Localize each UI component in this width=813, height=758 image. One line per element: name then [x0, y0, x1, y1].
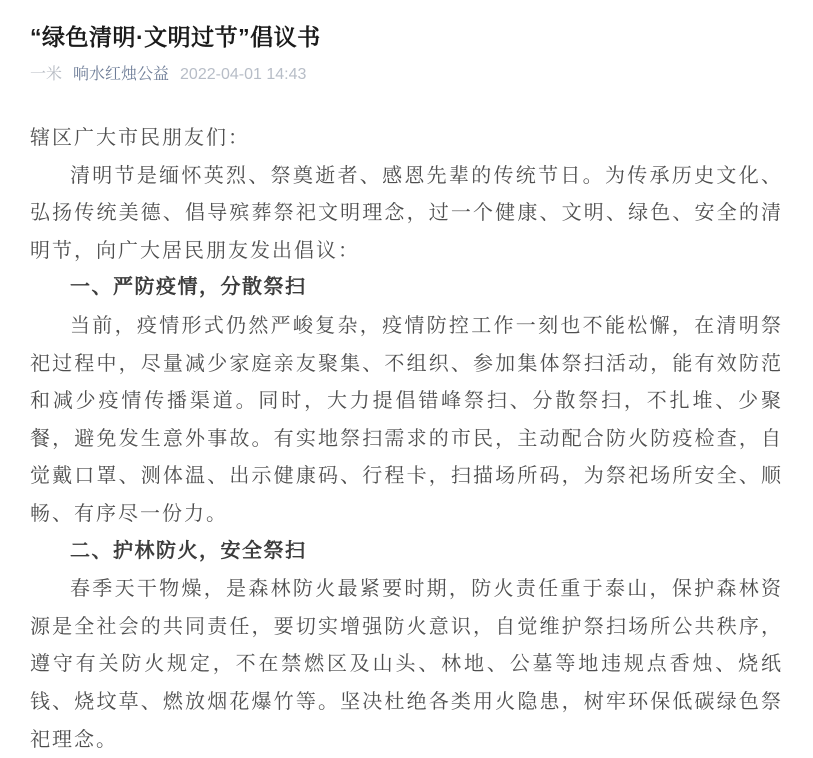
- article-paragraph: 当前，疫情形式仍然严峻复杂，疫情防控工作一刻也不能松懈，在清明祭祀过程中，尽量减少家庭亲友聚集、不组织、参加集体祭扫活动，能有效防范和减少疫情传播渠道。同时，大力提倡错峰祭扫、分散祭扫，不扎堆、少聚餐，避免发生意外事故。有实地祭扫需求的市民，主动配合防火防疫检查，自觉戴口罩、测体温、出示健康码、行程卡，扫描场所码，为祭祀场所安全、顺畅、有序尽一份力。: [30, 312, 783, 525]
- salutation: 辖区广大市民朋友们：: [30, 125, 250, 149]
- page-title: “绿色清明·文明过节”倡议书: [30, 24, 321, 50]
- account-name-link[interactable]: 响水红烛公益: [73, 66, 170, 83]
- section-heading: 一、严防疫情，分散祭扫: [70, 276, 307, 299]
- section-heading: 二、护林防火，安全祭扫: [70, 539, 307, 562]
- byline: [30, 65, 783, 85]
- author-name: 一米: [30, 66, 63, 83]
- article-paragraph: 清明节是缅怀英烈、祭奠逝者、感恩先辈的传统节日。为传承历史文化、弘扬传统美德、倡导殡葬祭祀文明理念，过一个健康、文明、绿色、安全的清明节，向广大居民朋友发出倡议：: [30, 162, 783, 262]
- article-paragraph: 春季天干物燥，是森林防火最紧要时期，防火责任重于泰山，保护森林资源是全社会的共同责任，要切实增强防火意识，自觉维护祭扫场所公共秩序，遵守有关防火规定，不在禁燃区及山头、林地、公墓等地违规点香烛、烧纸钱、烧坟草、燃放烟花爆竹等。坚决杜绝各类用火隐患，树牢环保低碳绿色祭祀理念。: [30, 576, 783, 751]
- article-body: [30, 119, 783, 758]
- publish-timestamp: 2022-04-01 14:43: [180, 66, 307, 83]
